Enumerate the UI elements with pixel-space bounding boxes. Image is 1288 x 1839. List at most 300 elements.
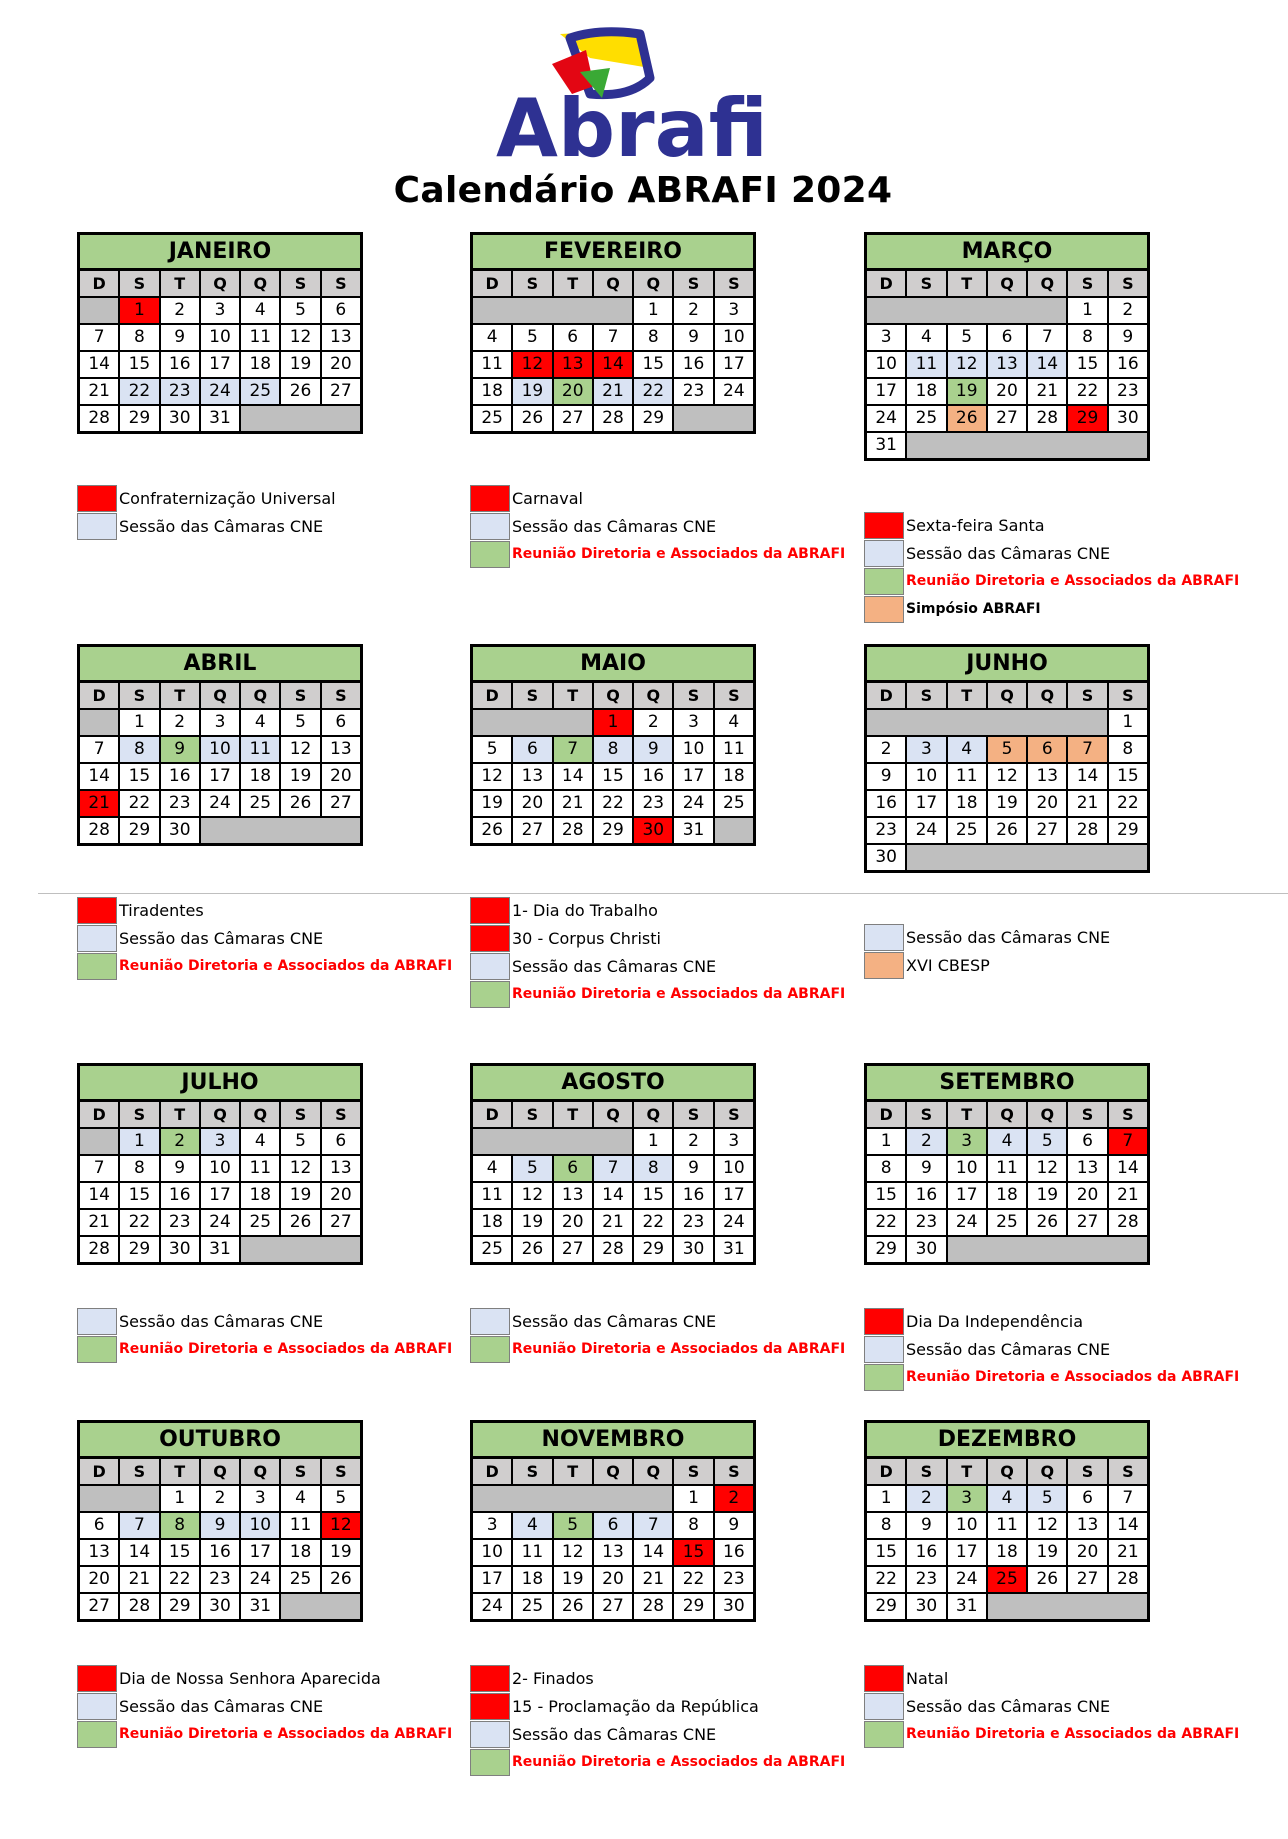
day-cell: 23 bbox=[161, 791, 199, 816]
month-name: JUNHO bbox=[867, 647, 1147, 683]
day-cell: 1 bbox=[161, 1486, 199, 1511]
day-cell: 7 bbox=[554, 737, 592, 762]
day-cell: 13 bbox=[322, 737, 360, 762]
legend-swatch bbox=[77, 1693, 117, 1720]
day-cell: 4 bbox=[715, 710, 753, 735]
weekday-header: S bbox=[907, 683, 945, 708]
day-cell: 28 bbox=[594, 1237, 632, 1262]
month-name: OUTUBRO bbox=[80, 1423, 360, 1459]
day-cell: 30 bbox=[867, 845, 905, 870]
day-cell: 15 bbox=[634, 1183, 672, 1208]
legend-swatch bbox=[470, 1693, 510, 1720]
legend-label: Sessão das Câmaras CNE bbox=[119, 928, 324, 948]
day-cell: 19 bbox=[281, 764, 319, 789]
legend-swatch bbox=[470, 541, 510, 568]
legend-label: Reunião Diretoria e Associados da ABRAFI bbox=[512, 986, 846, 1002]
day-cell: 15 bbox=[120, 1183, 158, 1208]
day-cell: 22 bbox=[120, 791, 158, 816]
day-cell: 31 bbox=[715, 1237, 753, 1262]
weekday-header: T bbox=[948, 1459, 986, 1484]
day-cell: 4 bbox=[241, 1129, 279, 1154]
weekday-header: D bbox=[80, 271, 118, 296]
day-cell: 1 bbox=[634, 298, 672, 323]
day-cell: 14 bbox=[594, 1183, 632, 1208]
weekday-header: Q bbox=[241, 271, 279, 296]
day-cell: 17 bbox=[867, 379, 905, 404]
legend-swatch bbox=[470, 981, 510, 1008]
day-cell: 21 bbox=[1109, 1183, 1147, 1208]
day-cell: 14 bbox=[80, 352, 118, 377]
divider bbox=[38, 893, 1288, 894]
legend-label: Reunião Diretoria e Associados da ABRAFI bbox=[119, 958, 453, 974]
logo-wordmark: Abrafi bbox=[496, 82, 768, 175]
day-cell: 21 bbox=[1109, 1540, 1147, 1565]
day-cell: 1 bbox=[120, 710, 158, 735]
day-cell: 23 bbox=[1109, 379, 1147, 404]
day-cell: 18 bbox=[473, 1210, 511, 1235]
day-cell: 19 bbox=[473, 791, 511, 816]
day-cell: 3 bbox=[715, 1129, 753, 1154]
month-calendar bbox=[77, 644, 363, 846]
day-cell: 26 bbox=[554, 1594, 592, 1619]
day-cell: 26 bbox=[988, 818, 1026, 843]
day-cell: 12 bbox=[473, 764, 511, 789]
weekday-header: S bbox=[674, 1102, 712, 1127]
weekday-header: S bbox=[907, 1102, 945, 1127]
legend-item bbox=[470, 952, 850, 980]
day-cell: 12 bbox=[281, 1156, 319, 1181]
day-cell: 19 bbox=[322, 1540, 360, 1565]
day-cell: 12 bbox=[281, 325, 319, 350]
day-cell: 20 bbox=[1068, 1540, 1106, 1565]
month-name: JULHO bbox=[80, 1066, 360, 1102]
day-cell: 31 bbox=[674, 818, 712, 843]
day-cell: 17 bbox=[201, 1183, 239, 1208]
day-cell: 20 bbox=[513, 791, 551, 816]
day-cell: 15 bbox=[674, 1540, 712, 1565]
month-8 bbox=[470, 1063, 756, 1265]
day-cell: 15 bbox=[1109, 764, 1147, 789]
legend-item bbox=[77, 1664, 457, 1692]
day-cell: 12 bbox=[948, 352, 986, 377]
weekday-header: Q bbox=[594, 683, 632, 708]
day-cell: 4 bbox=[473, 325, 511, 350]
day-grid bbox=[867, 1459, 1147, 1619]
day-cell: 18 bbox=[241, 352, 279, 377]
day-cell: 8 bbox=[867, 1513, 905, 1538]
legend bbox=[864, 923, 1244, 979]
weekday-header: T bbox=[554, 271, 592, 296]
day-cell: 15 bbox=[120, 352, 158, 377]
day-cell: 21 bbox=[80, 379, 118, 404]
day-cell: 10 bbox=[715, 1156, 753, 1181]
day-cell: 15 bbox=[120, 764, 158, 789]
day-cell: 14 bbox=[594, 352, 632, 377]
month-calendar bbox=[864, 1420, 1150, 1622]
month-11 bbox=[470, 1420, 756, 1622]
day-cell: 26 bbox=[1028, 1210, 1066, 1235]
weekday-header: D bbox=[867, 271, 905, 296]
legend-item bbox=[77, 1692, 457, 1720]
day-cell: 27 bbox=[322, 379, 360, 404]
day-cell: 3 bbox=[201, 298, 239, 323]
day-cell: 2 bbox=[161, 1129, 199, 1154]
weekday-header: Q bbox=[594, 271, 632, 296]
day-cell: 4 bbox=[907, 325, 945, 350]
day-cell: 24 bbox=[948, 1567, 986, 1592]
legend-label: Reunião Diretoria e Associados da ABRAFI bbox=[512, 1341, 846, 1357]
day-cell: 18 bbox=[281, 1540, 319, 1565]
month-calendar bbox=[864, 232, 1150, 461]
day-cell: 27 bbox=[988, 406, 1026, 431]
weekday-header: S bbox=[1109, 1102, 1147, 1127]
day-cell: 4 bbox=[513, 1513, 551, 1538]
weekday-header: Q bbox=[634, 1102, 672, 1127]
day-cell: 30 bbox=[161, 818, 199, 843]
legend-swatch bbox=[470, 925, 510, 952]
day-cell: 6 bbox=[322, 710, 360, 735]
legend-swatch bbox=[864, 540, 904, 567]
day-cell: 9 bbox=[674, 325, 712, 350]
legend-item bbox=[77, 952, 457, 980]
weekday-header: S bbox=[513, 271, 551, 296]
legend-swatch bbox=[864, 952, 904, 979]
month-name: FEVEREIRO bbox=[473, 235, 753, 271]
empty-cell bbox=[281, 1594, 360, 1619]
day-cell: 18 bbox=[473, 379, 511, 404]
weekday-header: D bbox=[867, 1459, 905, 1484]
day-cell: 19 bbox=[281, 352, 319, 377]
weekday-header: T bbox=[161, 1459, 199, 1484]
day-grid bbox=[473, 683, 753, 843]
weekday-header: Q bbox=[988, 1459, 1026, 1484]
day-grid bbox=[473, 1459, 753, 1619]
legend-swatch bbox=[864, 596, 904, 623]
day-cell: 29 bbox=[120, 1237, 158, 1262]
weekday-header: T bbox=[161, 1102, 199, 1127]
day-cell: 5 bbox=[473, 737, 511, 762]
day-cell: 9 bbox=[161, 1156, 199, 1181]
day-grid bbox=[867, 1102, 1147, 1262]
day-cell: 14 bbox=[1109, 1513, 1147, 1538]
legend-item bbox=[470, 980, 850, 1008]
day-cell: 24 bbox=[907, 818, 945, 843]
day-cell: 21 bbox=[554, 791, 592, 816]
day-cell: 23 bbox=[161, 1210, 199, 1235]
legend-item bbox=[77, 1720, 457, 1748]
day-cell: 24 bbox=[948, 1210, 986, 1235]
weekday-header: Q bbox=[201, 683, 239, 708]
day-cell: 25 bbox=[241, 791, 279, 816]
day-cell: 27 bbox=[594, 1594, 632, 1619]
day-cell: 13 bbox=[513, 764, 551, 789]
legend-label: Reunião Diretoria e Associados da ABRAFI bbox=[119, 1341, 453, 1357]
day-cell: 24 bbox=[201, 379, 239, 404]
day-cell: 12 bbox=[513, 1183, 551, 1208]
legend-label: Reunião Diretoria e Associados da ABRAFI bbox=[512, 1754, 846, 1770]
weekday-header: S bbox=[513, 1459, 551, 1484]
day-cell: 16 bbox=[867, 791, 905, 816]
day-cell: 4 bbox=[473, 1156, 511, 1181]
day-cell: 1 bbox=[120, 298, 158, 323]
day-cell: 8 bbox=[161, 1513, 199, 1538]
day-cell: 11 bbox=[241, 1156, 279, 1181]
day-cell: 23 bbox=[867, 818, 905, 843]
legend-item bbox=[470, 1664, 850, 1692]
day-cell: 19 bbox=[513, 379, 551, 404]
day-cell: 20 bbox=[80, 1567, 118, 1592]
day-cell: 6 bbox=[322, 1129, 360, 1154]
legend-label: Reunião Diretoria e Associados da ABRAFI bbox=[906, 1726, 1240, 1742]
day-cell: 12 bbox=[988, 764, 1026, 789]
day-cell: 25 bbox=[473, 1237, 511, 1262]
legend-swatch bbox=[470, 513, 510, 540]
legend-item bbox=[77, 924, 457, 952]
day-cell: 10 bbox=[241, 1513, 279, 1538]
weekday-header: S bbox=[674, 683, 712, 708]
weekday-header: S bbox=[120, 271, 158, 296]
day-cell: 30 bbox=[1109, 406, 1147, 431]
weekday-header: S bbox=[674, 1459, 712, 1484]
legend bbox=[77, 484, 457, 540]
day-cell: 20 bbox=[322, 764, 360, 789]
empty-cell bbox=[473, 1486, 672, 1511]
month-name: MAIO bbox=[473, 647, 753, 683]
weekday-header: Q bbox=[1028, 1459, 1066, 1484]
day-cell: 17 bbox=[948, 1540, 986, 1565]
legend-label: Tiradentes bbox=[119, 900, 204, 920]
legend-label: 15 - Proclamação da República bbox=[512, 1696, 759, 1716]
weekday-header: S bbox=[1068, 1102, 1106, 1127]
day-cell: 1 bbox=[1109, 710, 1147, 735]
day-cell: 29 bbox=[1068, 406, 1106, 431]
legend-label: 1- Dia do Trabalho bbox=[512, 900, 658, 920]
weekday-header: T bbox=[948, 271, 986, 296]
legend-swatch bbox=[77, 1721, 117, 1748]
day-cell: 22 bbox=[120, 379, 158, 404]
day-cell: 31 bbox=[948, 1594, 986, 1619]
day-cell: 30 bbox=[907, 1237, 945, 1262]
day-cell: 11 bbox=[473, 352, 511, 377]
day-cell: 16 bbox=[1109, 352, 1147, 377]
weekday-header: Q bbox=[634, 683, 672, 708]
day-cell: 25 bbox=[473, 406, 511, 431]
day-cell: 25 bbox=[241, 1210, 279, 1235]
day-cell: 23 bbox=[634, 791, 672, 816]
legend-swatch bbox=[470, 953, 510, 980]
day-cell: 28 bbox=[594, 406, 632, 431]
legend-label: Sessão das Câmaras CNE bbox=[906, 927, 1111, 947]
day-cell: 22 bbox=[1068, 379, 1106, 404]
month-3 bbox=[864, 232, 1150, 461]
day-cell: 6 bbox=[513, 737, 551, 762]
day-cell: 17 bbox=[715, 352, 753, 377]
day-cell: 1 bbox=[1068, 298, 1106, 323]
day-cell: 18 bbox=[241, 1183, 279, 1208]
legend-swatch bbox=[470, 1665, 510, 1692]
day-cell: 27 bbox=[1068, 1210, 1106, 1235]
legend-item bbox=[470, 484, 850, 512]
day-cell: 30 bbox=[907, 1594, 945, 1619]
empty-cell bbox=[473, 1129, 632, 1154]
day-cell: 9 bbox=[634, 737, 672, 762]
legend-label: Carnaval bbox=[512, 488, 583, 508]
empty-cell bbox=[473, 298, 632, 323]
weekday-header: Q bbox=[201, 1459, 239, 1484]
legend-item bbox=[470, 1748, 850, 1776]
month-6 bbox=[864, 644, 1150, 873]
legend-label: Sessão das Câmaras CNE bbox=[906, 1339, 1111, 1359]
legend-item bbox=[864, 923, 1244, 951]
day-cell: 10 bbox=[948, 1513, 986, 1538]
day-cell: 4 bbox=[241, 710, 279, 735]
day-cell: 7 bbox=[1068, 737, 1106, 762]
day-cell: 9 bbox=[715, 1513, 753, 1538]
day-cell: 1 bbox=[120, 1129, 158, 1154]
day-cell: 6 bbox=[554, 1156, 592, 1181]
day-cell: 8 bbox=[120, 1156, 158, 1181]
day-cell: 31 bbox=[201, 1237, 239, 1262]
day-cell: 22 bbox=[867, 1567, 905, 1592]
month-name: MARÇO bbox=[867, 235, 1147, 271]
legend-item bbox=[77, 484, 457, 512]
legend-swatch bbox=[77, 925, 117, 952]
day-cell: 14 bbox=[120, 1540, 158, 1565]
day-cell: 3 bbox=[674, 710, 712, 735]
weekday-header: Q bbox=[634, 1459, 672, 1484]
weekday-header: Q bbox=[988, 683, 1026, 708]
weekday-header: S bbox=[281, 1459, 319, 1484]
weekday-header: T bbox=[554, 1102, 592, 1127]
day-cell: 11 bbox=[715, 737, 753, 762]
weekday-header: Q bbox=[241, 683, 279, 708]
day-cell: 8 bbox=[120, 737, 158, 762]
month-name: JANEIRO bbox=[80, 235, 360, 271]
weekday-header: S bbox=[120, 683, 158, 708]
day-cell: 29 bbox=[867, 1237, 905, 1262]
day-cell: 10 bbox=[201, 737, 239, 762]
day-cell: 24 bbox=[715, 379, 753, 404]
day-cell: 3 bbox=[867, 325, 905, 350]
weekday-header: D bbox=[473, 1102, 511, 1127]
day-cell: 5 bbox=[513, 325, 551, 350]
day-cell: 19 bbox=[1028, 1183, 1066, 1208]
month-name: AGOSTO bbox=[473, 1066, 753, 1102]
day-cell: 6 bbox=[80, 1513, 118, 1538]
weekday-header: S bbox=[715, 1459, 753, 1484]
day-cell: 26 bbox=[281, 791, 319, 816]
day-cell: 14 bbox=[1028, 352, 1066, 377]
day-cell: 17 bbox=[201, 352, 239, 377]
weekday-header: S bbox=[322, 271, 360, 296]
day-cell: 22 bbox=[634, 1210, 672, 1235]
day-cell: 10 bbox=[201, 325, 239, 350]
day-cell: 23 bbox=[161, 379, 199, 404]
legend-swatch bbox=[864, 1308, 904, 1335]
day-cell: 22 bbox=[674, 1567, 712, 1592]
legend-item bbox=[77, 896, 457, 924]
day-cell: 3 bbox=[241, 1486, 279, 1511]
day-cell: 2 bbox=[907, 1129, 945, 1154]
empty-cell bbox=[201, 818, 360, 843]
day-cell: 29 bbox=[634, 1237, 672, 1262]
legend-swatch bbox=[470, 485, 510, 512]
day-cell: 27 bbox=[322, 791, 360, 816]
weekday-header: Q bbox=[201, 271, 239, 296]
day-cell: 6 bbox=[988, 325, 1026, 350]
day-cell: 30 bbox=[161, 1237, 199, 1262]
month-name: ABRIL bbox=[80, 647, 360, 683]
day-cell: 3 bbox=[907, 737, 945, 762]
weekday-header: D bbox=[473, 683, 511, 708]
legend-item bbox=[864, 595, 1244, 623]
day-cell: 23 bbox=[201, 1567, 239, 1592]
day-cell: 25 bbox=[241, 379, 279, 404]
legend-item bbox=[864, 567, 1244, 595]
legend-item bbox=[470, 1307, 850, 1335]
day-cell: 25 bbox=[948, 818, 986, 843]
day-cell: 20 bbox=[554, 379, 592, 404]
day-cell: 30 bbox=[161, 406, 199, 431]
day-cell: 25 bbox=[988, 1210, 1026, 1235]
day-cell: 28 bbox=[120, 1594, 158, 1619]
day-cell: 7 bbox=[1028, 325, 1066, 350]
day-cell: 28 bbox=[80, 406, 118, 431]
day-cell: 9 bbox=[161, 737, 199, 762]
day-cell: 18 bbox=[988, 1183, 1026, 1208]
day-cell: 8 bbox=[634, 325, 672, 350]
day-cell: 19 bbox=[554, 1567, 592, 1592]
day-cell: 10 bbox=[715, 325, 753, 350]
legend-item bbox=[470, 896, 850, 924]
day-cell: 1 bbox=[867, 1486, 905, 1511]
day-grid bbox=[80, 1459, 360, 1619]
day-grid bbox=[473, 1102, 753, 1262]
day-grid bbox=[473, 271, 753, 431]
legend bbox=[864, 1664, 1244, 1748]
legend-swatch bbox=[470, 1749, 510, 1776]
month-calendar bbox=[77, 232, 363, 434]
day-cell: 27 bbox=[554, 406, 592, 431]
weekday-header: S bbox=[1068, 271, 1106, 296]
day-grid bbox=[867, 683, 1147, 870]
legend-item bbox=[77, 512, 457, 540]
month-5 bbox=[470, 644, 756, 846]
legend-label: Natal bbox=[906, 1668, 949, 1688]
month-9 bbox=[864, 1063, 1150, 1265]
weekday-header: S bbox=[281, 683, 319, 708]
day-cell: 14 bbox=[554, 764, 592, 789]
day-cell: 1 bbox=[867, 1129, 905, 1154]
weekday-header: D bbox=[80, 1459, 118, 1484]
day-cell: 23 bbox=[674, 1210, 712, 1235]
legend-swatch bbox=[864, 1336, 904, 1363]
legend bbox=[864, 1307, 1244, 1391]
day-cell: 22 bbox=[867, 1210, 905, 1235]
legend-swatch bbox=[470, 1308, 510, 1335]
legend-label: Sexta-feira Santa bbox=[906, 515, 1045, 535]
day-cell: 26 bbox=[281, 1210, 319, 1235]
day-cell: 31 bbox=[241, 1594, 279, 1619]
day-cell: 5 bbox=[281, 710, 319, 735]
legend-label: 2- Finados bbox=[512, 1668, 594, 1688]
legend-swatch bbox=[77, 513, 117, 540]
legend-label: Sessão das Câmaras CNE bbox=[119, 516, 324, 536]
weekday-header: Q bbox=[1028, 683, 1066, 708]
day-cell: 11 bbox=[241, 325, 279, 350]
day-cell: 23 bbox=[715, 1567, 753, 1592]
day-cell: 28 bbox=[80, 1237, 118, 1262]
